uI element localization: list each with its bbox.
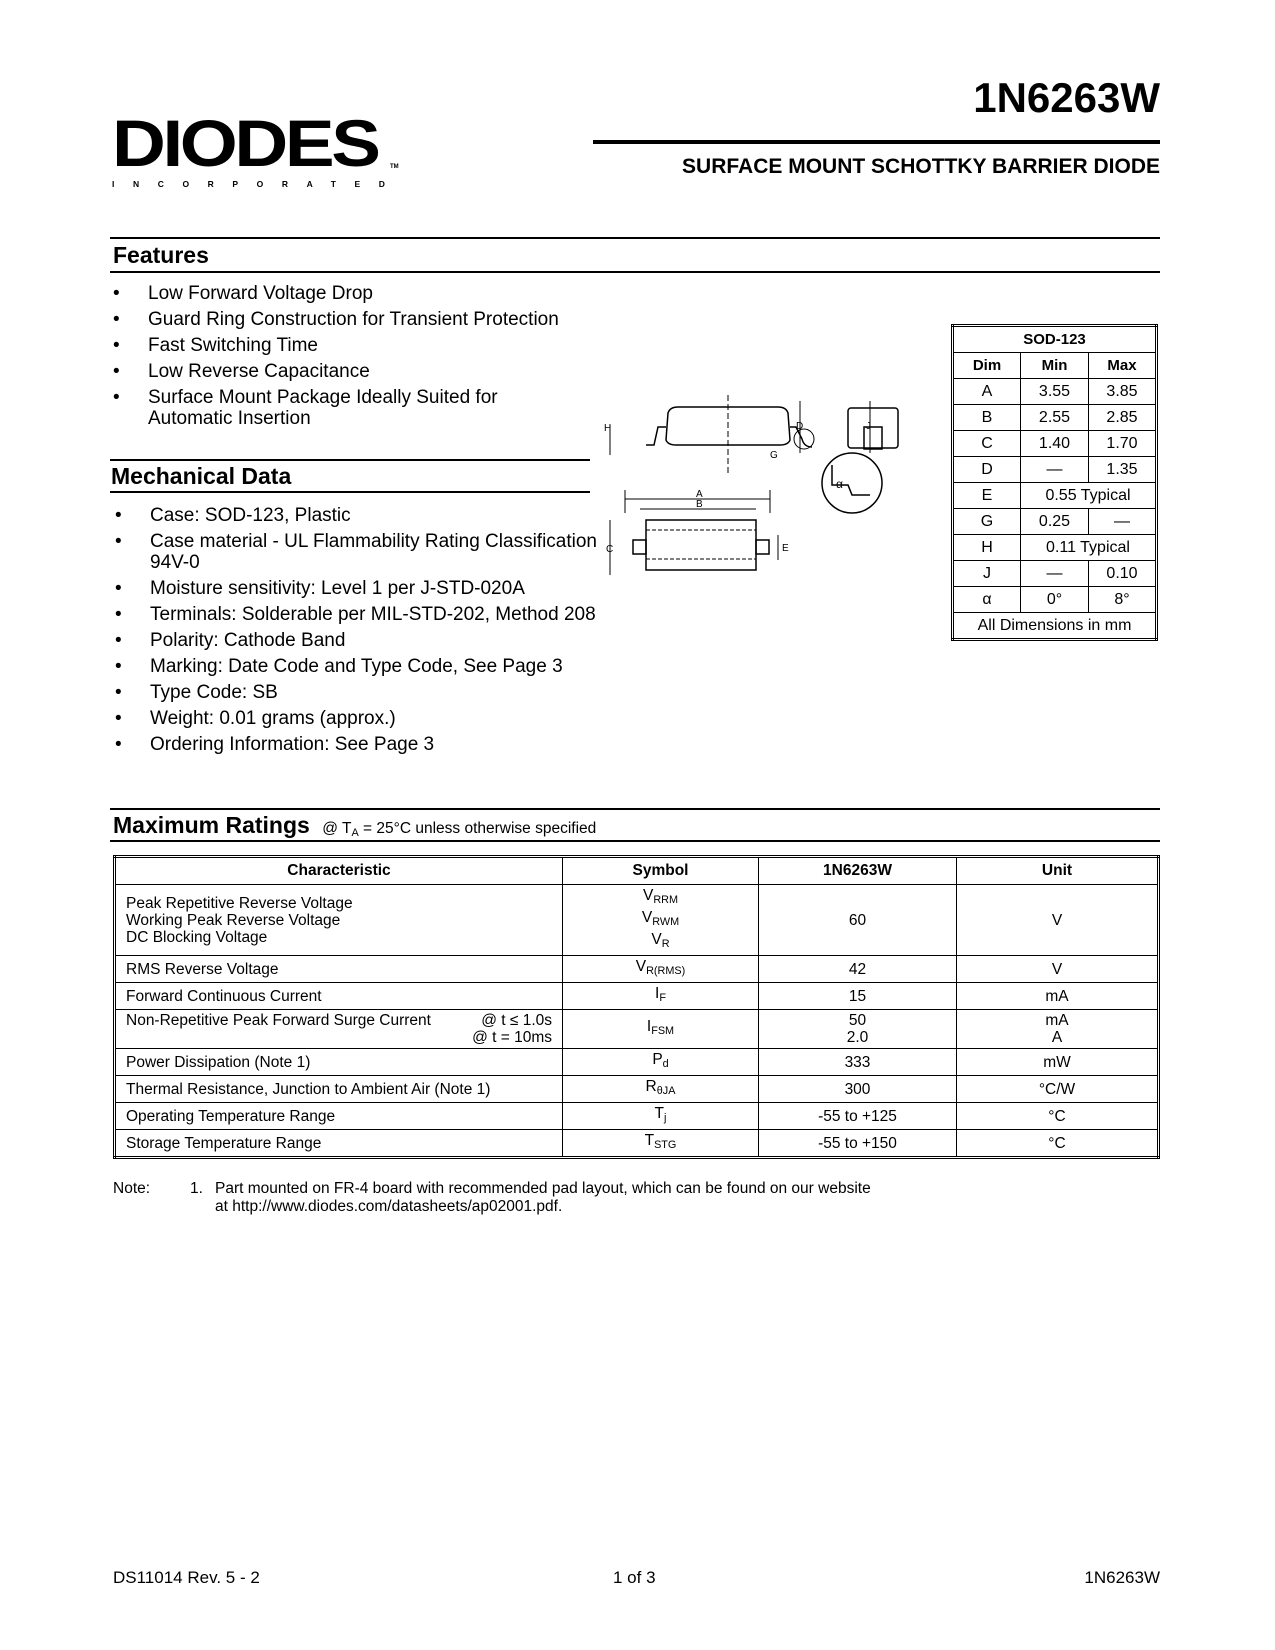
footer-document-id: DS11014 Rev. 5 - 2 bbox=[113, 1568, 260, 1587]
rating-symbol bbox=[563, 1010, 759, 1049]
maximum-ratings-table bbox=[113, 855, 1160, 1159]
characteristic-text: Peak Repetitive Reverse Voltage bbox=[126, 894, 353, 912]
rating-characteristic bbox=[115, 1130, 563, 1158]
symbol-base: T bbox=[644, 1132, 655, 1149]
rating-unit bbox=[957, 885, 1159, 956]
unit-text: mW bbox=[1043, 1053, 1071, 1071]
dim-label-c: C bbox=[606, 544, 614, 555]
rating-value bbox=[759, 885, 957, 956]
rating-symbol bbox=[563, 956, 759, 983]
rating-value bbox=[759, 1049, 957, 1076]
ratings-col-symbol: Symbol bbox=[563, 857, 759, 885]
dimensions-footer: All Dimensions in mm bbox=[953, 613, 1157, 640]
feature-item: • Low Forward Voltage Drop bbox=[113, 283, 573, 304]
rating-value bbox=[759, 1076, 957, 1103]
feature-item: • Surface Mount Package Ideally Suited for Automatic Insertion bbox=[113, 387, 573, 429]
characteristic-text: Forward Continuous Current bbox=[126, 987, 322, 1005]
detail-circle bbox=[822, 453, 882, 513]
mechanical-item: • Weight: 0.01 grams (approx.) bbox=[115, 708, 625, 729]
characteristic-text: Storage Temperature Range bbox=[126, 1134, 322, 1152]
unit-text: V bbox=[1051, 911, 1063, 929]
symbol-base: I bbox=[655, 985, 660, 1002]
note-block bbox=[113, 1180, 871, 1216]
unit-text: °C bbox=[1048, 1134, 1066, 1152]
rating-characteristic bbox=[115, 1076, 563, 1103]
value-text: 50 bbox=[848, 1012, 867, 1029]
rating-symbol bbox=[563, 983, 759, 1010]
mechanical-item: • Polarity: Cathode Band bbox=[115, 630, 625, 651]
symbol-base: P bbox=[652, 1051, 663, 1068]
dimension-max: 8° bbox=[1089, 587, 1157, 613]
dimensions-col-min: Min bbox=[1021, 353, 1089, 379]
rating-characteristic bbox=[115, 956, 563, 983]
part-number-title: 1N6263W bbox=[973, 74, 1160, 121]
symbol-text bbox=[573, 909, 748, 931]
symbol-subscript: STG bbox=[654, 1139, 677, 1151]
rating-characteristic bbox=[115, 1010, 563, 1049]
dim-label-e: E bbox=[782, 543, 789, 554]
symbol-text bbox=[573, 958, 748, 980]
mechanical-item: • Ordering Information: See Page 3 bbox=[115, 734, 625, 755]
dimension-row bbox=[953, 431, 1157, 457]
dim-label-j: J bbox=[866, 421, 871, 432]
rating-characteristic bbox=[115, 1103, 563, 1130]
dimension-max: — bbox=[1089, 509, 1157, 535]
dimension-row bbox=[953, 405, 1157, 431]
dim-label-b: B bbox=[696, 499, 703, 510]
rating-unit bbox=[957, 1103, 1159, 1130]
footer-page-number: 1 of 3 bbox=[613, 1568, 656, 1587]
mechanical-item: • Marking: Date Code and Type Code, See Page 3 bbox=[115, 656, 625, 677]
value-text: 333 bbox=[844, 1053, 871, 1071]
mechanical-heading: Mechanical Data bbox=[111, 463, 292, 489]
dim-label-alpha: α bbox=[836, 477, 843, 491]
rating-value bbox=[759, 1103, 957, 1130]
symbol-subscript: j bbox=[664, 1112, 667, 1124]
rating-value bbox=[759, 983, 957, 1010]
logo-subtext: INCORPORATED bbox=[112, 179, 404, 189]
rating-value bbox=[759, 1130, 957, 1158]
dimension-name: E bbox=[953, 483, 1021, 509]
symbol-text bbox=[573, 1018, 748, 1040]
dimension-name: A bbox=[953, 379, 1021, 405]
value-text: 60 bbox=[848, 911, 867, 929]
dimension-name: D bbox=[953, 457, 1021, 483]
dimension-max: 2.85 bbox=[1089, 405, 1157, 431]
symbol-base: R bbox=[645, 1078, 657, 1095]
ratings-row bbox=[115, 983, 1159, 1010]
ratings-row bbox=[115, 1010, 1159, 1049]
dimension-max: 1.35 bbox=[1089, 457, 1157, 483]
rating-symbol bbox=[563, 885, 759, 956]
dimension-row bbox=[953, 587, 1157, 613]
ratings-col-value: 1N6263W bbox=[759, 857, 957, 885]
dim-label-a: A bbox=[696, 489, 703, 500]
ratings-heading: Maximum Ratings bbox=[113, 812, 310, 838]
characteristic-text: Thermal Resistance, Junction to Ambient Air (Note 1) bbox=[126, 1080, 491, 1098]
symbol-text bbox=[573, 931, 748, 953]
value-text: 2.0 bbox=[846, 1029, 869, 1046]
value-text: 42 bbox=[848, 960, 867, 978]
rating-unit bbox=[957, 1010, 1159, 1049]
dimensions-col-max: Max bbox=[1089, 353, 1157, 379]
package-outline-diagram bbox=[604, 395, 930, 620]
features-list bbox=[113, 283, 573, 434]
top-lead-left bbox=[633, 540, 646, 554]
rating-symbol bbox=[563, 1130, 759, 1158]
symbol-text bbox=[573, 887, 748, 909]
dimensions-col-dim: Dim bbox=[953, 353, 1021, 379]
dimension-max: 1.70 bbox=[1089, 431, 1157, 457]
rating-unit bbox=[957, 1076, 1159, 1103]
mechanical-top-rule bbox=[110, 459, 590, 461]
features-bottom-rule bbox=[110, 271, 1160, 273]
dimension-min: — bbox=[1021, 561, 1089, 587]
mechanical-item: • Moisture sensitivity: Level 1 per J-STD-020A bbox=[115, 578, 625, 599]
surge-condition: @ t = 10ms bbox=[472, 1029, 552, 1046]
symbol-text bbox=[573, 985, 748, 1007]
symbol-base: I bbox=[646, 1018, 652, 1035]
rating-characteristic bbox=[115, 885, 563, 956]
dim-label-h: H bbox=[604, 423, 612, 434]
mechanical-item: • Case material - UL Flammability Rating Classification 94V-0 bbox=[115, 531, 625, 573]
logo-trademark: TM bbox=[390, 164, 399, 170]
dimension-min: 1.40 bbox=[1021, 431, 1089, 457]
ratings-col-characteristic: Characteristic bbox=[115, 857, 563, 885]
title-divider bbox=[593, 140, 1160, 144]
ratings-row bbox=[115, 956, 1159, 983]
ratings-heading-row bbox=[113, 812, 596, 839]
symbol-text bbox=[573, 1051, 748, 1073]
features-heading: Features bbox=[113, 242, 209, 268]
characteristic-text: Power Dissipation (Note 1) bbox=[126, 1053, 311, 1071]
logo-text: DIODES bbox=[112, 106, 378, 180]
ratings-row bbox=[115, 885, 1159, 956]
symbol-base: V bbox=[642, 887, 654, 904]
dimension-max: 3.85 bbox=[1089, 379, 1157, 405]
dimension-name: J bbox=[953, 561, 1021, 587]
feature-item: • Low Reverse Capacitance bbox=[113, 361, 573, 382]
rating-unit bbox=[957, 956, 1159, 983]
dimension-name: α bbox=[953, 587, 1021, 613]
mechanical-item: • Type Code: SB bbox=[115, 682, 625, 703]
dimension-typical: 0.55 Typical bbox=[1021, 483, 1157, 509]
characteristic-text: Operating Temperature Range bbox=[126, 1107, 336, 1125]
surge-condition: @ t ≤ 1.0s bbox=[481, 1012, 552, 1029]
value-text: 300 bbox=[844, 1080, 871, 1098]
dimensions-package-header: SOD-123 bbox=[953, 326, 1157, 353]
dimension-min: 2.55 bbox=[1021, 405, 1089, 431]
package-top-body bbox=[646, 520, 756, 570]
lead-left bbox=[646, 427, 666, 445]
ratings-bottom-rule bbox=[110, 840, 1160, 842]
value-text: -55 to +125 bbox=[818, 1107, 897, 1125]
rating-unit bbox=[957, 1049, 1159, 1076]
features-top-rule bbox=[110, 237, 1160, 239]
rating-value bbox=[759, 956, 957, 983]
note-line-1: Part mounted on FR-4 board with recommended pad layout, which can be found on our website bbox=[215, 1180, 871, 1197]
value-text: -55 to +150 bbox=[818, 1134, 897, 1152]
rating-symbol bbox=[563, 1103, 759, 1130]
dimension-max: 0.10 bbox=[1089, 561, 1157, 587]
symbol-subscript: RWM bbox=[652, 916, 680, 928]
symbol-subscript: RRM bbox=[653, 894, 679, 906]
characteristic-text: DC Blocking Voltage bbox=[126, 928, 268, 946]
ratings-row bbox=[115, 1130, 1159, 1158]
ratings-condition: @ $T_A = 25^\circ C$ unless otherwise specified bbox=[322, 820, 597, 839]
dimension-row bbox=[953, 509, 1157, 535]
ratings-row bbox=[115, 1103, 1159, 1130]
symbol-base: V bbox=[651, 931, 662, 948]
dimension-min: — bbox=[1021, 457, 1089, 483]
symbol-subscript: R bbox=[661, 938, 670, 950]
dimension-row bbox=[953, 379, 1157, 405]
rating-characteristic bbox=[115, 983, 563, 1010]
dimension-row bbox=[953, 535, 1157, 561]
unit-text: mA bbox=[1045, 1012, 1069, 1029]
characteristic-text: RMS Reverse Voltage bbox=[126, 960, 279, 978]
page-subtitle: SURFACE MOUNT SCHOTTKY BARRIER DIODE bbox=[682, 155, 1160, 178]
dimension-row bbox=[953, 561, 1157, 587]
mechanical-bottom-rule bbox=[110, 491, 590, 493]
note-line-2: at http://www.diodes.com/datasheets/ap02001.pdf. bbox=[215, 1198, 563, 1215]
ratings-row bbox=[115, 1076, 1159, 1103]
dim-label-d: D bbox=[796, 421, 804, 432]
symbol-text bbox=[573, 1105, 748, 1127]
unit-text: V bbox=[1051, 960, 1063, 978]
dimension-min: 0.25 bbox=[1021, 509, 1089, 535]
symbol-base: T bbox=[654, 1105, 665, 1122]
dimension-row bbox=[953, 457, 1157, 483]
ratings-col-unit: Unit bbox=[957, 857, 1159, 885]
feature-item: • Fast Switching Time bbox=[113, 335, 573, 356]
symbol-subscript: d bbox=[662, 1058, 669, 1070]
symbol-base: V bbox=[641, 909, 653, 926]
characteristic-text: Working Peak Reverse Voltage bbox=[126, 911, 341, 929]
characteristic-text: Non-Repetitive Peak Forward Surge Current bbox=[126, 1012, 431, 1029]
dim-label-g: G bbox=[770, 450, 778, 461]
company-logo bbox=[112, 106, 404, 190]
rating-symbol bbox=[563, 1049, 759, 1076]
rating-symbol bbox=[563, 1076, 759, 1103]
symbol-subscript: θJA bbox=[656, 1085, 676, 1097]
symbol-subscript: R(RMS) bbox=[646, 965, 686, 977]
symbol-base: V bbox=[635, 958, 647, 975]
rating-characteristic bbox=[115, 1049, 563, 1076]
dimension-row bbox=[953, 483, 1157, 509]
symbol-subscript: FSM bbox=[651, 1025, 675, 1037]
dimensions-table bbox=[951, 324, 1158, 641]
dimension-min: 0° bbox=[1021, 587, 1089, 613]
ratings-top-rule bbox=[110, 808, 1160, 810]
note-number: 1. bbox=[190, 1180, 203, 1197]
rating-unit bbox=[957, 1130, 1159, 1158]
footer-part-number: 1N6263W bbox=[1084, 1568, 1160, 1587]
dimension-name: B bbox=[953, 405, 1021, 431]
note-label: Note: bbox=[113, 1180, 151, 1197]
symbol-text bbox=[573, 1078, 748, 1100]
symbol-subscript: F bbox=[659, 992, 666, 1004]
top-lead-right bbox=[756, 540, 769, 554]
dimension-min: 3.55 bbox=[1021, 379, 1089, 405]
rating-unit bbox=[957, 983, 1159, 1010]
ratings-row bbox=[115, 1049, 1159, 1076]
feature-item: • Guard Ring Construction for Transient Protection bbox=[113, 309, 573, 330]
mechanical-item: • Terminals: Solderable per MIL-STD-202, Method 208 bbox=[115, 604, 625, 625]
mechanical-item: • Case: SOD-123, Plastic bbox=[115, 505, 625, 526]
unit-text: A bbox=[1051, 1029, 1063, 1046]
dimension-name: H bbox=[953, 535, 1021, 561]
dimension-name: C bbox=[953, 431, 1021, 457]
unit-text: mA bbox=[1045, 987, 1069, 1005]
unit-text: °C bbox=[1048, 1107, 1066, 1125]
rating-value bbox=[759, 1010, 957, 1049]
package-end-body bbox=[848, 408, 898, 448]
unit-text: °C/W bbox=[1038, 1080, 1076, 1098]
dimension-name: G bbox=[953, 509, 1021, 535]
value-text: 15 bbox=[848, 987, 867, 1005]
symbol-text bbox=[573, 1132, 748, 1154]
dimension-typical: 0.11 Typical bbox=[1021, 535, 1157, 561]
mechanical-list bbox=[115, 505, 625, 760]
